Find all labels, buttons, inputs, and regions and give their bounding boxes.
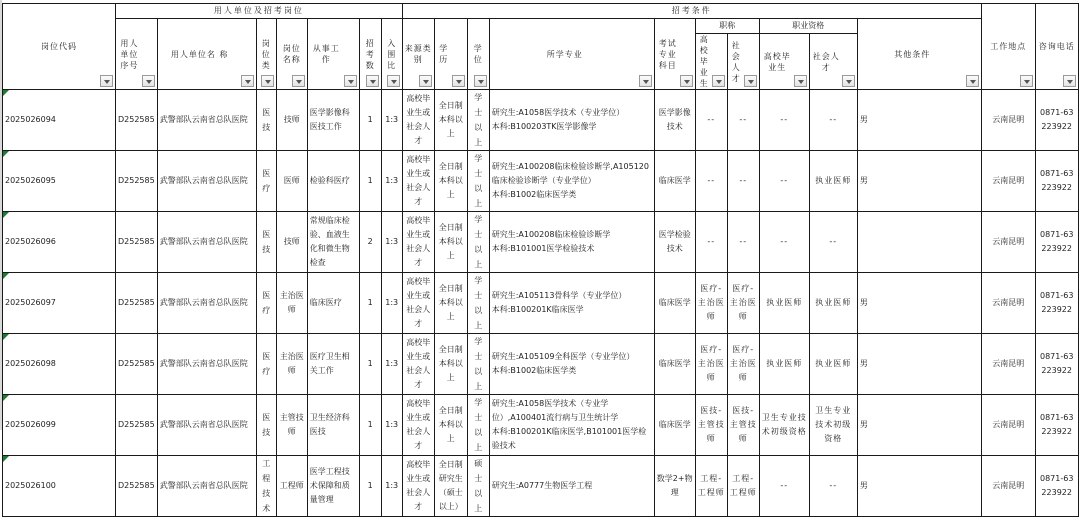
cell-post-code[interactable]: 2025026095	[3, 151, 116, 212]
header-title-grad: 高校毕业生	[695, 34, 727, 90]
cell-location[interactable]: 云南昆明	[981, 90, 1035, 151]
cell-phone[interactable]: 0871-63223922	[1035, 334, 1078, 395]
cell-education[interactable]: 全日制本科以上	[434, 212, 467, 273]
cell-education[interactable]: 全日制本科以上	[434, 334, 467, 395]
cell-recruit-num[interactable]: 2	[359, 212, 381, 273]
cell-phone[interactable]: 0871-63223922	[1035, 273, 1078, 334]
cell-post-name[interactable]: 技师	[276, 90, 307, 151]
cell-other[interactable]: 男	[857, 273, 981, 334]
error-indicator-icon	[3, 456, 9, 462]
header-post-code: 岗位代码	[3, 4, 116, 90]
header-degree: 学位	[467, 19, 489, 90]
cell-title-social[interactable]: 医疗-主治医师	[727, 273, 759, 334]
cell-post-name[interactable]: 主管技师	[276, 395, 307, 456]
filter-dropdown-button[interactable]	[842, 75, 855, 87]
filter-dropdown-button[interactable]	[1020, 75, 1033, 87]
table-row	[3, 456, 1079, 517]
filter-dropdown-button[interactable]	[966, 75, 979, 87]
cell-title-grad[interactable]: --	[695, 151, 727, 212]
cell-post-code[interactable]: 2025026100	[3, 456, 116, 517]
major-line: 本科:B1002临床医学类	[491, 366, 577, 375]
major-line: 本科:B100201K临床医学,B101001医学检验技术	[491, 427, 647, 450]
cell-ratio[interactable]: 1:3	[381, 334, 402, 395]
cell-source[interactable]: 高校毕业生或社会人才	[402, 151, 434, 212]
header-group-unit: 用人单位及招考岗位	[116, 4, 403, 19]
cell-education[interactable]: 全日制本科以上	[434, 151, 467, 212]
cell-degree[interactable]: 硕士以上	[467, 456, 489, 517]
cell-unit-seq[interactable]: D252585	[116, 151, 158, 212]
cell-post-code[interactable]: 2025026097	[3, 273, 116, 334]
cell-qual-grad[interactable]: 卫生专业技术初级资格	[759, 395, 809, 456]
filter-dropdown-button[interactable]	[452, 75, 465, 87]
major-line: 研究生:A0777生物医学工程	[491, 481, 593, 490]
table-row	[3, 334, 1079, 395]
major-line: 研究生:A105113骨科学（专业学位）	[491, 291, 627, 300]
cell-other[interactable]: 男	[857, 456, 981, 517]
header-source: 来源类别	[402, 19, 434, 90]
cell-qual-grad[interactable]: 执业医师	[759, 334, 809, 395]
cell-exam-subject[interactable]: 医学检验技术	[654, 212, 695, 273]
table-row	[3, 151, 1079, 212]
header-recruit-num: 招考数	[359, 19, 381, 90]
cell-qual-grad[interactable]: 执业医师	[759, 273, 809, 334]
cell-unit-name[interactable]: 武警部队云南省总队医院	[157, 334, 256, 395]
table-row	[3, 212, 1079, 273]
cell-ratio[interactable]: 1:3	[381, 212, 402, 273]
cell-major[interactable]	[489, 151, 654, 212]
cell-source[interactable]: 高校毕业生或社会人才	[402, 273, 434, 334]
cell-post-category[interactable]: 医技	[256, 90, 276, 151]
cell-post-name[interactable]: 主治医师	[276, 273, 307, 334]
cell-ratio[interactable]: 1:3	[381, 456, 402, 517]
error-indicator-icon	[3, 151, 9, 157]
cell-qual-social[interactable]: --	[809, 456, 857, 517]
cell-location[interactable]: 云南昆明	[981, 151, 1035, 212]
cell-education[interactable]: 全日制研究生（硕士以上）	[434, 456, 467, 517]
filter-dropdown-button[interactable]	[344, 75, 357, 87]
header-location: 工作地点	[981, 4, 1035, 90]
cell-qual-grad[interactable]: --	[759, 90, 809, 151]
cell-qual-social[interactable]: 执业医师	[809, 151, 857, 212]
cell-qual-social[interactable]: 卫生专业技术初级资格	[809, 395, 857, 456]
cell-other[interactable]: 男	[857, 151, 981, 212]
major-line: 研究生:A100208临床检验诊断学	[491, 230, 611, 239]
filter-dropdown-button[interactable]	[712, 75, 725, 87]
cell-unit-name[interactable]: 武警部队云南省总队医院	[157, 395, 256, 456]
filter-dropdown-button[interactable]	[261, 75, 274, 87]
cell-post-code[interactable]: 2025026098	[3, 334, 116, 395]
table-row	[3, 395, 1079, 456]
filter-dropdown-button[interactable]	[474, 75, 487, 87]
cell-major[interactable]	[489, 212, 654, 273]
header-unit-name: 用人单位名 称	[157, 19, 256, 90]
header-title-social: 社会人才	[727, 34, 759, 90]
cell-degree[interactable]: 学士以上	[467, 273, 489, 334]
cell-degree[interactable]: 学士以上	[467, 334, 489, 395]
filter-dropdown-button[interactable]	[387, 75, 400, 87]
cell-post-name[interactable]: 医师	[276, 151, 307, 212]
cell-title-grad[interactable]: 医疗-主治医师	[695, 334, 727, 395]
major-line: 研究生:A105109全科医学（专业学位）	[491, 352, 635, 361]
cell-source[interactable]: 高校毕业生或社会人才	[402, 456, 434, 517]
cell-post-name[interactable]: 技师	[276, 212, 307, 273]
cell-post-code[interactable]: 2025026099	[3, 395, 116, 456]
filter-dropdown-button[interactable]	[292, 75, 305, 87]
error-indicator-icon	[3, 395, 9, 401]
cell-qual-social[interactable]: --	[809, 90, 857, 151]
cell-title-grad[interactable]: 工程-工程师	[695, 456, 727, 517]
cell-location[interactable]: 云南昆明	[981, 395, 1035, 456]
cell-unit-seq[interactable]: D252585	[116, 456, 158, 517]
cell-unit-name[interactable]: 武警部队云南省总队医院	[157, 212, 256, 273]
cell-other[interactable]: 男	[857, 90, 981, 151]
major-line: 研究生:A1058医学技术（专业学位）	[491, 108, 625, 117]
cell-phone[interactable]: 0871-63223922	[1035, 212, 1078, 273]
cell-recruit-num[interactable]: 1	[359, 334, 381, 395]
cell-exam-subject[interactable]: 医学影像技术	[654, 90, 695, 151]
cell-post-category[interactable]: 工程技术	[256, 456, 276, 517]
error-indicator-icon	[3, 212, 9, 218]
cell-post-code[interactable]: 2025026096	[3, 212, 116, 273]
major-line: 本科:B1002临床医学类	[491, 190, 577, 199]
cell-ratio[interactable]: 1:3	[381, 151, 402, 212]
cell-qual-grad[interactable]: --	[759, 151, 809, 212]
cell-title-social[interactable]: 工程-工程师	[727, 456, 759, 517]
table-row	[3, 273, 1079, 334]
cell-ratio[interactable]: 1:3	[381, 273, 402, 334]
cell-major[interactable]	[489, 456, 654, 517]
filter-dropdown-button[interactable]	[419, 75, 432, 87]
table-row	[3, 90, 1079, 151]
cell-education[interactable]: 全日制本科以上	[434, 273, 467, 334]
cell-other[interactable]: 男	[857, 334, 981, 395]
filter-dropdown-button[interactable]	[100, 75, 113, 87]
filter-dropdown-button[interactable]	[794, 75, 807, 87]
cell-exam-subject[interactable]: 临床医学	[654, 151, 695, 212]
cell-work[interactable]: 检验科医疗	[307, 151, 359, 212]
cell-unit-seq[interactable]: D252585	[116, 90, 158, 151]
cell-title-grad[interactable]: 医疗-主治医师	[695, 273, 727, 334]
header-qual-social: 社会人才	[809, 34, 857, 90]
cell-unit-seq[interactable]: D252585	[116, 395, 158, 456]
cell-post-name[interactable]: 主治医师	[276, 334, 307, 395]
filter-dropdown-button[interactable]	[241, 75, 254, 87]
header-qual-grad: 高校毕业生	[759, 34, 809, 90]
cell-title-grad[interactable]: 医技-主管技师	[695, 395, 727, 456]
cell-post-category[interactable]: 医疗	[256, 151, 276, 212]
filter-dropdown-button[interactable]	[680, 75, 693, 87]
header-post-category: 岗位类	[256, 19, 276, 90]
cell-title-social[interactable]: --	[727, 90, 759, 151]
cell-source[interactable]: 高校毕业生或社会人才	[402, 395, 434, 456]
cell-exam-subject[interactable]: 数学2+物理	[654, 456, 695, 517]
cell-recruit-num[interactable]: 1	[359, 456, 381, 517]
cell-title-social[interactable]: 医技-主管技师	[727, 395, 759, 456]
cell-qual-social[interactable]: 执业医师	[809, 334, 857, 395]
cell-unit-name[interactable]: 武警部队云南省总队医院	[157, 151, 256, 212]
cell-exam-subject[interactable]: 临床医学	[654, 334, 695, 395]
cell-qual-grad[interactable]: --	[759, 456, 809, 517]
filter-dropdown-button[interactable]	[142, 75, 155, 87]
cell-unit-name[interactable]: 武警部队云南省总队医院	[157, 90, 256, 151]
cell-ratio[interactable]: 1:3	[381, 395, 402, 456]
filter-dropdown-button[interactable]	[1063, 75, 1076, 87]
cell-source[interactable]: 高校毕业生或社会人才	[402, 212, 434, 273]
cell-recruit-num[interactable]: 1	[359, 151, 381, 212]
cell-major[interactable]	[489, 334, 654, 395]
cell-recruit-num[interactable]: 1	[359, 395, 381, 456]
cell-qual-grad[interactable]: --	[759, 212, 809, 273]
header-phone: 咨询电话	[1035, 4, 1078, 90]
cell-title-social[interactable]: 医疗-主治医师	[727, 334, 759, 395]
header-ratio: 入围比	[381, 19, 402, 90]
cell-phone[interactable]: 0871-63223922	[1035, 456, 1078, 517]
cell-work[interactable]: 常规临床检验、血液生化和微生物检查	[307, 212, 359, 273]
cell-recruit-num[interactable]: 1	[359, 273, 381, 334]
error-indicator-icon	[3, 334, 9, 340]
cell-degree[interactable]: 学士以上	[467, 151, 489, 212]
major-line: 本科:B101001医学检验技术	[491, 244, 595, 253]
cell-other[interactable]: 男	[857, 395, 981, 456]
header-qual-group: 职业资格	[759, 19, 857, 34]
cell-unit-name[interactable]: 武警部队云南省总队医院	[157, 273, 256, 334]
filter-dropdown-button[interactable]	[744, 75, 757, 87]
cell-location[interactable]: 云南昆明	[981, 456, 1035, 517]
cell-post-category[interactable]: 医技	[256, 395, 276, 456]
cell-title-social[interactable]: --	[727, 212, 759, 273]
cell-major[interactable]	[489, 90, 654, 151]
cell-major[interactable]	[489, 395, 654, 456]
header-title-group: 职称	[695, 19, 759, 34]
cell-education[interactable]: 全日制本科以上	[434, 90, 467, 151]
filter-dropdown-button[interactable]	[639, 75, 652, 87]
error-indicator-icon	[3, 90, 9, 96]
recruitment-table	[2, 3, 1079, 517]
cell-phone[interactable]: 0871-63223922	[1035, 395, 1078, 456]
cell-location[interactable]: 云南昆明	[981, 273, 1035, 334]
cell-unit-seq[interactable]: D252585	[116, 334, 158, 395]
cell-degree[interactable]: 学士以上	[467, 90, 489, 151]
header-post-name: 岗位名称	[276, 19, 307, 90]
cell-source[interactable]: 高校毕业生或社会人才	[402, 90, 434, 151]
major-line: 研究生:A1058医学技术（专业学位）,A100401流行病与卫生统计学	[491, 399, 619, 422]
cell-qual-social[interactable]: --	[809, 212, 857, 273]
cell-work[interactable]: 医学影像科医技工作	[307, 90, 359, 151]
major-line: 本科:B100203TK医学影像学	[491, 122, 597, 131]
cell-post-category[interactable]: 医疗	[256, 334, 276, 395]
cell-degree[interactable]: 学士以上	[467, 395, 489, 456]
cell-post-name[interactable]: 工程师	[276, 456, 307, 517]
header-work: 从事工作	[307, 19, 359, 90]
header-other: 其他条件	[857, 19, 981, 90]
major-line: 本科:B100201K临床医学	[491, 305, 584, 314]
header-education: 学历	[434, 19, 467, 90]
cell-location[interactable]: 云南昆明	[981, 334, 1035, 395]
cell-work[interactable]: 临床医疗	[307, 273, 359, 334]
cell-post-category[interactable]: 医技	[256, 212, 276, 273]
cell-post-code[interactable]: 2025026094	[3, 90, 116, 151]
cell-title-grad[interactable]: --	[695, 90, 727, 151]
cell-work[interactable]: 医学工程技术保障和质量管理	[307, 456, 359, 517]
cell-exam-subject[interactable]: 临床医学	[654, 395, 695, 456]
cell-other[interactable]	[857, 212, 981, 273]
header-group-conditions: 招考条件	[402, 4, 981, 19]
filter-dropdown-button[interactable]	[366, 75, 379, 87]
cell-education[interactable]: 全日制本科以上	[434, 395, 467, 456]
cell-title-social[interactable]: --	[727, 151, 759, 212]
cell-unit-seq[interactable]: D252585	[116, 212, 158, 273]
cell-recruit-num[interactable]: 1	[359, 90, 381, 151]
cell-ratio[interactable]: 1:3	[381, 90, 402, 151]
header-major: 所学专业	[489, 19, 654, 90]
cell-unit-seq[interactable]: D252585	[116, 273, 158, 334]
cell-degree[interactable]: 学士以上	[467, 212, 489, 273]
header-exam-subject: 考试专业科目	[654, 19, 695, 90]
cell-work[interactable]: 医疗卫生相关工作	[307, 334, 359, 395]
cell-title-grad[interactable]: --	[695, 212, 727, 273]
error-indicator-icon	[3, 273, 9, 279]
cell-qual-social[interactable]: 执业医师	[809, 273, 857, 334]
cell-phone[interactable]: 0871-63223922	[1035, 151, 1078, 212]
cell-post-category[interactable]: 医疗	[256, 273, 276, 334]
cell-exam-subject[interactable]: 临床医学	[654, 273, 695, 334]
cell-phone[interactable]: 0871-63223922	[1035, 90, 1078, 151]
cell-work[interactable]: 卫生经济科医技	[307, 395, 359, 456]
cell-unit-name[interactable]: 武警部队云南省总队医院	[157, 456, 256, 517]
major-line: 研究生:A100208临床检验诊断学,A105120临床检验诊断学（专业学位）	[491, 162, 649, 185]
cell-source[interactable]: 高校毕业生或社会人才	[402, 334, 434, 395]
cell-major[interactable]	[489, 273, 654, 334]
header-unit-seq: 用人单位序号	[116, 19, 158, 90]
cell-location[interactable]: 云南昆明	[981, 212, 1035, 273]
